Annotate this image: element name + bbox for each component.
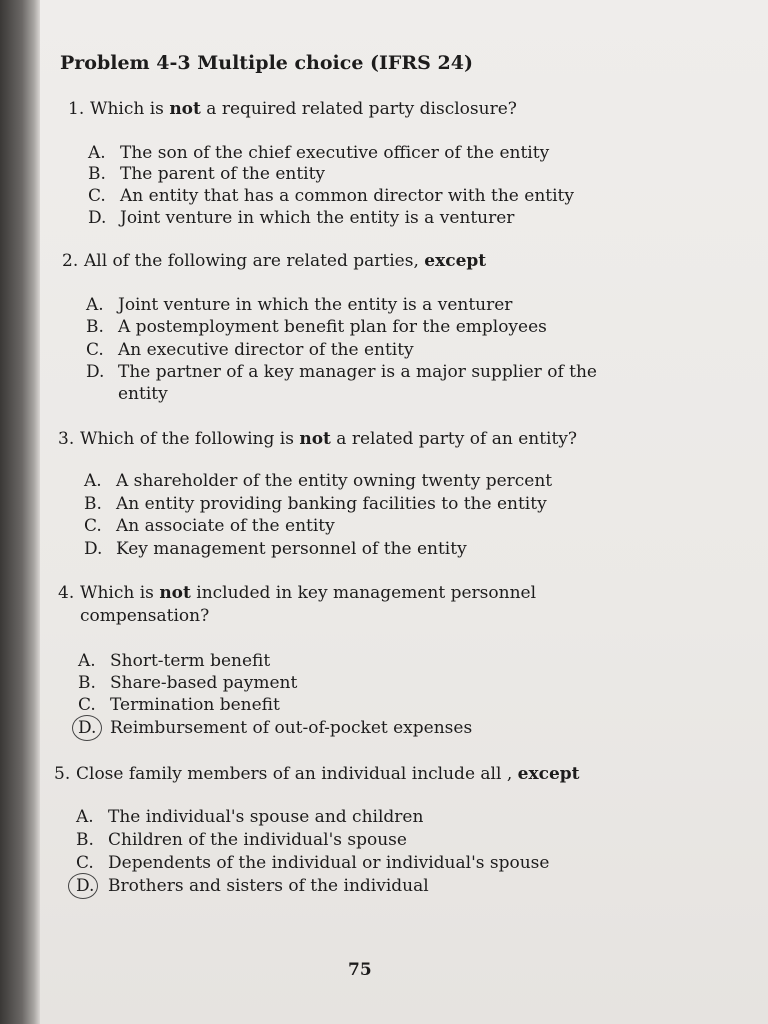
option-letter: C. (86, 340, 104, 360)
option-5a (76, 806, 423, 828)
page-number: 75 (348, 960, 372, 980)
option-text: Share-based payment (110, 673, 298, 693)
question-emphasis: except (517, 764, 580, 784)
option-text: An entity that has a common director with the entity (120, 186, 574, 206)
option-1b (88, 163, 325, 185)
question-number: 5. (54, 764, 71, 784)
answer-circle-mark (72, 715, 102, 741)
option-text: Brothers and sisters of the individual (108, 876, 429, 896)
option-letter: D. (78, 718, 97, 738)
option-letter: D. (84, 539, 103, 559)
question-emphasis: except (424, 251, 487, 271)
option-text: An entity providing banking facilities to the entity (116, 494, 547, 514)
question-emphasis: not (169, 99, 201, 119)
option-text: Children of the individual's spouse (108, 830, 407, 850)
option-1d (88, 207, 514, 229)
option-letter: B. (86, 317, 104, 337)
option-letter: C. (78, 695, 96, 715)
option-letter: D. (76, 876, 95, 896)
question-text: a related party of an entity? (330, 429, 578, 449)
option-letter: A. (86, 295, 104, 315)
option-letter: B. (88, 164, 106, 184)
option-letter: C. (76, 853, 94, 873)
option-letter: B. (78, 673, 96, 693)
option-text: Joint venture in which the entity is a venturer (118, 295, 513, 315)
option-text: The individual's spouse and children (108, 807, 424, 827)
question-emphasis: not (159, 583, 191, 603)
question-3 (58, 428, 577, 450)
option-text: A shareholder of the entity owning twenty percent (116, 471, 553, 491)
option-letter: A. (84, 471, 102, 491)
option-letter: A. (88, 143, 106, 163)
question-number: 2. (62, 251, 79, 271)
option-text: Joint venture in which the entity is a venturer (120, 208, 515, 228)
option-text: Key management personnel of the entity (116, 539, 467, 559)
option-letter: A. (78, 651, 96, 671)
option-1a (88, 142, 549, 164)
option-text: Short-term benefit (110, 651, 271, 671)
book-spine-shadow (0, 0, 40, 1024)
option-letter: C. (88, 186, 106, 206)
option-1c (88, 185, 574, 207)
answer-circle-mark (68, 873, 98, 899)
option-4d (78, 717, 472, 739)
question-number: 4. (58, 583, 75, 603)
option-text: A postemployment benefit plan for the employees (118, 317, 547, 337)
question-text: Which of the following is (80, 429, 300, 449)
option-text: The son of the chief executive officer of the entity (120, 143, 550, 163)
option-text: Reimbursement of out-of-pocket expenses (110, 718, 473, 738)
option-letter: D. (86, 362, 105, 382)
question-text: a required related party disclosure? (200, 99, 517, 119)
option-4c (78, 694, 280, 716)
option-letter: A. (76, 807, 94, 827)
question-number: 1. (68, 99, 85, 119)
option-letter: C. (84, 516, 102, 536)
question-text: Which is (90, 99, 170, 119)
option-letter: D. (88, 208, 107, 228)
question-text: All of the following are related parties, (84, 251, 425, 271)
question-2 (62, 250, 486, 272)
option-text: The partner of a key manager is a major supplier of the (118, 362, 597, 382)
option-text-continued: entity (118, 384, 168, 404)
option-3a (84, 470, 552, 492)
option-4a (78, 650, 270, 672)
option-letter: B. (84, 494, 102, 514)
option-2b (86, 316, 547, 338)
option-text: The parent of the entity (120, 164, 326, 184)
option-5d (76, 875, 429, 897)
option-text: An associate of the entity (116, 516, 335, 536)
option-text: Dependents of the individual or individual's spouse (108, 853, 550, 873)
option-2d (86, 361, 597, 404)
option-2a (86, 294, 512, 316)
option-letter: B. (76, 830, 94, 850)
question-text: Which is (80, 583, 160, 603)
option-3d (84, 538, 467, 560)
option-3c (84, 515, 335, 537)
option-text: Termination benefit (110, 695, 280, 715)
question-1 (68, 98, 517, 120)
question-5 (54, 763, 580, 785)
option-5b (76, 829, 407, 851)
question-text: included in key management personnel (190, 583, 537, 603)
question-4 (58, 582, 536, 604)
question-4-line2: compensation? (80, 606, 210, 626)
option-4b (78, 672, 297, 694)
option-5c (76, 852, 549, 874)
option-3b (84, 493, 547, 515)
question-emphasis: not (299, 429, 331, 449)
question-text: Close family members of an individual include all , (76, 764, 518, 784)
question-number: 3. (58, 429, 75, 449)
option-text: An executive director of the entity (118, 340, 414, 360)
problem-title: Problem 4-3 Multiple choice (IFRS 24) (60, 52, 473, 74)
option-2c (86, 339, 414, 361)
